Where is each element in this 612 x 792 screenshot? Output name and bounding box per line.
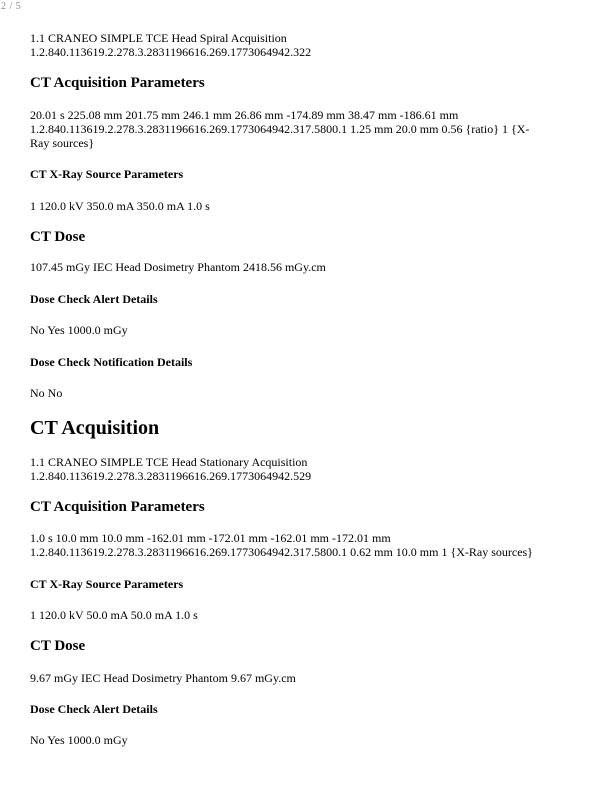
acquisition-parameters-line-1: 1.0 s 10.0 mm 10.0 mm -162.01 mm -172.01 mm -162.01 mm -172.01 mm [30, 531, 391, 545]
xray-source-values: 1 120.0 kV 50.0 mA 50.0 mA 1.0 s [30, 608, 198, 622]
xray-source-heading: CT X-Ray Source Parameters [30, 167, 184, 181]
xray-source-heading: CT X-Ray Source Parameters [30, 577, 184, 591]
dose-alert-heading: Dose Check Alert Details [30, 702, 158, 716]
series-uid: 1.2.840.113619.2.278.3.2831196616.269.1773064942.529 [30, 469, 312, 483]
ct-dose-heading: CT Dose [30, 638, 86, 654]
dose-alert-heading: Dose Check Alert Details [30, 292, 158, 306]
series-description: 1.1 CRANEO SIMPLE TCE Head Stationary Acquisition [30, 455, 308, 469]
dose-alert-values: No Yes 1000.0 mGy [30, 323, 128, 337]
acquisition-parameters-heading: CT Acquisition Parameters [30, 499, 205, 515]
acquisition-parameters-line-2: 1.2.840.113619.2.278.3.2831196616.269.1773064942.317.5800.1 0.62 mm 10.0 mm 1 {X-Ray sources} [30, 545, 533, 559]
acquisition-parameters-heading: CT Acquisition Parameters [30, 75, 205, 91]
series-description: 1.1 CRANEO SIMPLE TCE Head Spiral Acquisition [30, 31, 287, 45]
acquisition-parameters-line-1: 20.01 s 225.08 mm 201.75 mm 246.1 mm 26.86 mm -174.89 mm 38.47 mm -186.61 mm [30, 108, 459, 122]
ct-dose-heading: CT Dose [30, 229, 86, 245]
ct-acquisition-title: CT Acquisition [30, 417, 160, 439]
acquisition-parameters-line-2: 1.2.840.113619.2.278.3.2831196616.269.1773064942.317.5800.1 1.25 mm 20.0 mm 0.56 {ratio} 1 {X- [30, 122, 530, 136]
series-uid: 1.2.840.113619.2.278.3.2831196616.269.1773064942.322 [30, 45, 312, 59]
acquisition-parameters-line-3: Ray sources} [30, 136, 95, 150]
ct-dose-values: 107.45 mGy IEC Head Dosimetry Phantom 2418.56 mGy.cm [30, 260, 326, 274]
dose-notification-values: No No [30, 386, 63, 400]
dose-alert-values: No Yes 1000.0 mGy [30, 733, 128, 747]
page-indicator: 2 / 5 [1, 1, 22, 12]
xray-source-values: 1 120.0 kV 350.0 mA 350.0 mA 1.0 s [30, 199, 210, 213]
dose-notification-heading: Dose Check Notification Details [30, 355, 193, 369]
ct-dose-values: 9.67 mGy IEC Head Dosimetry Phantom 9.67 mGy.cm [30, 671, 296, 685]
